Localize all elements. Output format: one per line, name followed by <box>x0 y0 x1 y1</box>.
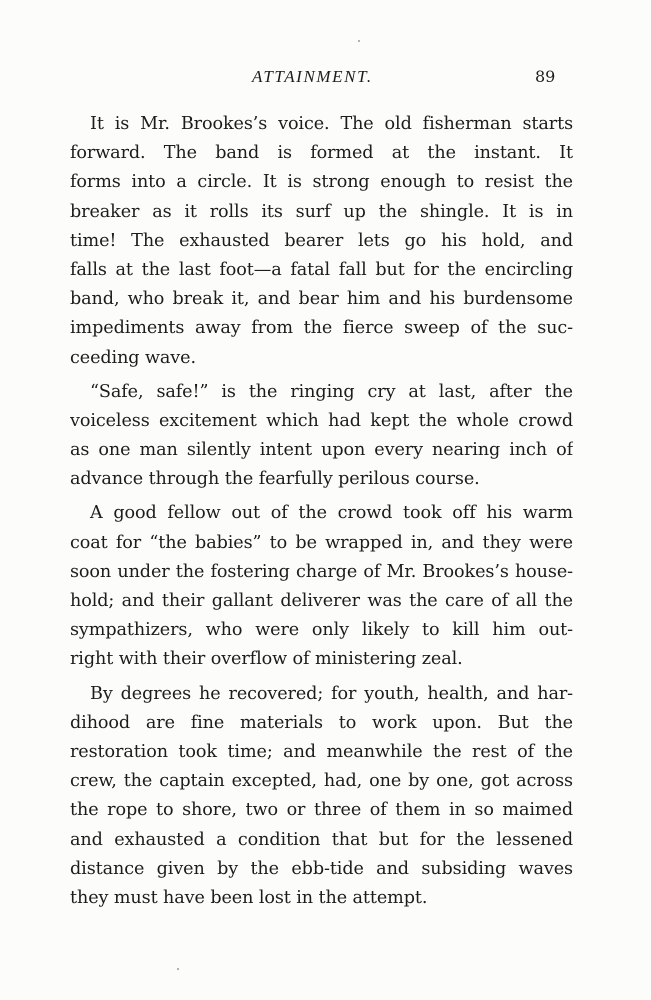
text-line: as one man silently intent upon every nearing inch of <box>70 440 573 461</box>
text-line: voiceless excitement which had kept the whole crowd <box>70 410 573 431</box>
text-line: dihood are fine materials to work upon. But the <box>70 712 573 733</box>
text-line: coat for “the babies” to be wrapped in, and they were <box>70 532 573 553</box>
text-line: hold; and their gallant deliverer was the care of all the <box>70 591 573 611</box>
text-line: advance through the fearfully perilous course. <box>70 469 480 490</box>
text-line: “Safe, safe!” is the ringing cry at last, after the <box>90 381 573 402</box>
text-line: ceeding wave. <box>70 347 196 368</box>
text-line: restoration took time; and meanwhile the rest of the <box>70 741 573 762</box>
running-title: ATTAINMENT. <box>252 67 373 86</box>
running-head <box>0 67 651 91</box>
text-line: impediments away from the fierce sweep of the suc- <box>70 318 573 339</box>
text-line: forward. The band is formed at the instant. It <box>70 143 573 164</box>
text-line: they must have been lost in the attempt. <box>70 887 428 908</box>
text-line: forms into a circle. It is strong enough to resist the <box>70 172 573 193</box>
text-line: and exhausted a condition that but for the lessened <box>70 829 573 850</box>
page-number: 89 <box>535 67 556 86</box>
text-line: A good fellow out of the crowd took off his warm <box>90 503 573 524</box>
text-line: the rope to shore, two or three of them in so maimed <box>70 800 573 821</box>
text-line: breaker as it rolls its surf up the shingle. It is in <box>70 201 573 222</box>
paper-speck <box>358 40 360 42</box>
text-line: time! The exhausted bearer lets go his hold, and <box>70 230 573 251</box>
text-line: It is Mr. Brookes’s voice. The old fisherman starts <box>90 114 573 134</box>
text-line: soon under the fostering charge of Mr. Brookes’s house- <box>70 561 573 582</box>
text-line: right with their overflow of ministering zeal. <box>70 649 463 670</box>
text-line: band, who break it, and bear him and his burdensome <box>70 289 573 310</box>
paper-speck <box>177 968 179 970</box>
text-line: falls at the last foot—a fatal fall but for the encircling <box>70 259 573 280</box>
text-line: By degrees he recovered; for youth, health, and har- <box>90 683 573 704</box>
text-line: crew, the captain excepted, had, one by one, got across <box>70 771 573 792</box>
text-line: sympathizers, who were only likely to kill him out- <box>70 620 573 641</box>
body-text <box>70 110 573 913</box>
text-line: distance given by the ebb-tide and subsiding waves <box>70 858 573 879</box>
